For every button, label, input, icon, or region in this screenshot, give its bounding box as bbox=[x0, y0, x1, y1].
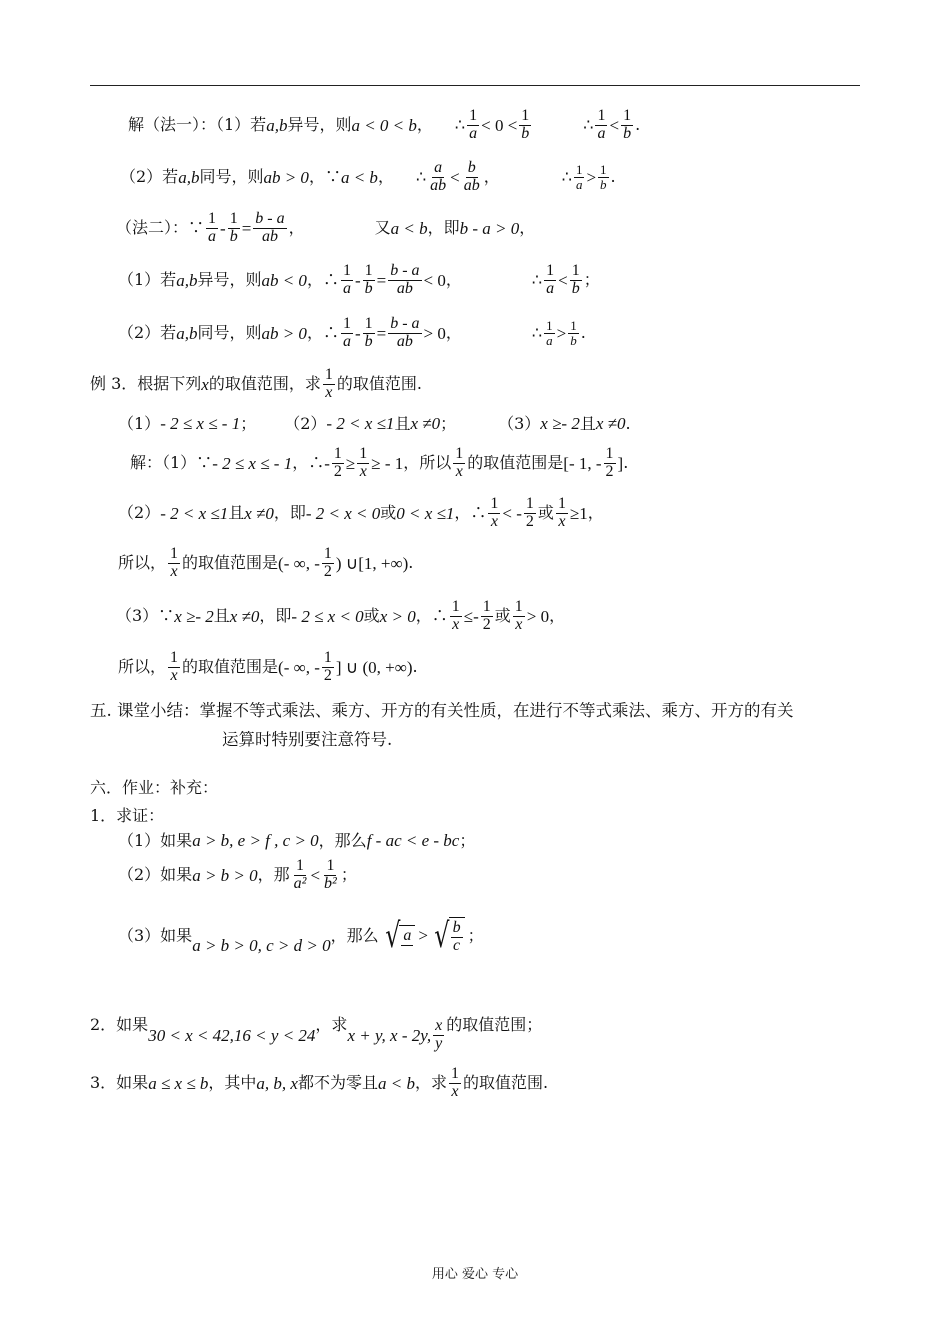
homework-1-part-1 bbox=[118, 832, 475, 849]
math: a > b, e > f , c > 0 bbox=[192, 831, 319, 850]
fraction: $\frac{1}{b}$ bbox=[364, 262, 373, 297]
example-3-title bbox=[90, 367, 422, 402]
text: . bbox=[623, 453, 629, 473]
math: x ≠0 bbox=[410, 414, 441, 433]
math: ≥ bbox=[345, 453, 356, 473]
fraction: $\frac{1}{x}$ bbox=[557, 495, 566, 530]
text: 的取值范围，求 bbox=[208, 374, 321, 394]
text: ，∴ bbox=[292, 453, 325, 473]
solution-method1-line1 bbox=[128, 108, 640, 143]
text: （2）如果 bbox=[118, 865, 193, 885]
text: ，求 bbox=[414, 1073, 447, 1093]
fraction: 1 x bbox=[450, 1065, 459, 1100]
fraction: 1 x bbox=[514, 598, 523, 633]
text: （3）如果 bbox=[118, 925, 193, 945]
homework-3 bbox=[90, 1066, 548, 1101]
math: ab > 0 bbox=[263, 167, 309, 187]
math: < 0 bbox=[423, 270, 446, 290]
text: ，求 bbox=[315, 1015, 348, 1035]
fraction: 1 b bbox=[521, 107, 530, 142]
math: a ≤ x ≤ b bbox=[148, 1073, 209, 1093]
text: ， bbox=[587, 503, 604, 523]
text: 异号，则 bbox=[197, 270, 262, 290]
fraction: 1 b bbox=[600, 162, 607, 192]
fraction: 1 2 bbox=[323, 545, 332, 580]
math: = bbox=[376, 270, 387, 290]
text: ，∴ bbox=[454, 503, 487, 523]
text: ； bbox=[240, 413, 257, 433]
text: 或 bbox=[363, 606, 380, 626]
example-3-cases bbox=[118, 415, 631, 432]
homework-2 bbox=[90, 998, 542, 1053]
text: ，那么 bbox=[330, 925, 379, 945]
fraction: $\frac{1}{b}$ bbox=[364, 315, 373, 350]
text: 的取值范围. bbox=[336, 374, 422, 394]
math: - bbox=[324, 453, 330, 473]
math: 30 < x < 42,16 < y < 24 bbox=[148, 1025, 316, 1045]
text: 1．求证： bbox=[90, 806, 165, 825]
text: 五. 课堂小结：掌握不等式乘法、乘方、开方的有关性质，在进行不等式乘法、乘方、开方的有关 bbox=[90, 701, 794, 720]
fraction: 1 x bbox=[455, 445, 464, 480]
math: x + y, x - 2y, bbox=[347, 1025, 432, 1045]
math: - 2 < x ≤1 bbox=[160, 503, 229, 523]
fraction: 1 2 bbox=[323, 649, 332, 684]
math: < bbox=[450, 167, 460, 187]
math: - 2 < x < 0 bbox=[305, 503, 381, 523]
math: - bbox=[354, 270, 361, 290]
fraction: 1 a bbox=[546, 262, 555, 297]
text: ， bbox=[519, 218, 536, 238]
fraction: x y bbox=[435, 1017, 443, 1052]
math: = bbox=[241, 218, 252, 238]
fraction: $\frac{1}{b}$ bbox=[229, 210, 238, 245]
example-3-solution-2 bbox=[118, 496, 604, 531]
text: ； bbox=[440, 413, 457, 433]
fraction: 1 a bbox=[208, 210, 217, 245]
text: ， bbox=[377, 167, 394, 187]
text: ，即 bbox=[273, 503, 306, 523]
text: 且 bbox=[213, 606, 230, 626]
text: 例 3．根据下列 bbox=[90, 374, 202, 394]
text: 3．如果 bbox=[90, 1073, 149, 1093]
fraction: 1 2 bbox=[482, 598, 491, 633]
text: . bbox=[412, 657, 418, 677]
example-3-solution-1 bbox=[130, 446, 628, 481]
math: a < b bbox=[390, 218, 428, 238]
text: 的取值范围是 bbox=[467, 453, 564, 473]
text: （3）∵ bbox=[116, 606, 175, 626]
fraction: 1 x bbox=[170, 649, 179, 684]
math: a,b bbox=[266, 115, 288, 135]
fraction: 1 b bbox=[571, 262, 580, 297]
fraction: $\frac{b - a}{ab}$ bbox=[390, 262, 420, 297]
text: 或 bbox=[537, 503, 554, 523]
therefore-symbol: ∴ bbox=[561, 167, 572, 187]
fraction: 1 b² bbox=[324, 857, 337, 892]
text: （3） bbox=[498, 413, 541, 433]
text: 的取值范围是 bbox=[182, 553, 279, 573]
math: > bbox=[556, 323, 567, 343]
text: 且 bbox=[394, 413, 411, 433]
math: x ≠0 bbox=[595, 414, 626, 433]
math: ≤- bbox=[463, 606, 479, 626]
text: ， bbox=[445, 270, 462, 290]
math: > 0 bbox=[526, 606, 550, 626]
square-root: √ a bbox=[382, 919, 416, 953]
math: < 0 < bbox=[481, 115, 518, 135]
text: 解（法一）：（1）若 bbox=[128, 115, 267, 135]
example-3-solution-3-result bbox=[118, 650, 418, 685]
therefore-symbol: ∴ bbox=[415, 167, 427, 187]
math: a > b > 0 bbox=[192, 865, 258, 885]
math: a,b bbox=[178, 167, 200, 187]
fraction: 1 b bbox=[623, 107, 632, 142]
text: 解：（1）∵ bbox=[130, 453, 213, 473]
homework-1-part-2 bbox=[118, 858, 357, 893]
text: 的取值范围； bbox=[446, 1015, 543, 1035]
text: ，即 bbox=[427, 218, 460, 238]
text: ； bbox=[467, 925, 484, 945]
fraction: 1 b bbox=[570, 318, 577, 348]
section-6-title bbox=[90, 780, 218, 796]
math: ] bbox=[617, 453, 624, 473]
text: ； bbox=[583, 270, 600, 290]
solution-method2-line2 bbox=[118, 263, 600, 298]
text: ； bbox=[340, 865, 357, 885]
math: x > 0 bbox=[379, 606, 416, 626]
text: 异号，则 bbox=[287, 115, 352, 135]
math: ) ∪[1, +∞) bbox=[335, 553, 409, 573]
solution-method2-line3 bbox=[118, 316, 586, 351]
math: < - bbox=[502, 503, 522, 523]
text: 的取值范围是 bbox=[182, 657, 279, 677]
math: < bbox=[310, 865, 321, 885]
text: . bbox=[408, 553, 414, 573]
text: ，∴ bbox=[415, 606, 448, 626]
text: （1）若 bbox=[118, 270, 177, 290]
math: ≥1 bbox=[569, 503, 588, 523]
fraction: $\frac{1}{x}$ bbox=[359, 445, 368, 480]
fraction: $\frac{1}{x}$ bbox=[451, 598, 460, 633]
therefore-symbol: ∴ bbox=[531, 323, 543, 343]
text: ， bbox=[483, 167, 500, 187]
therefore-symbol: ∴ bbox=[531, 270, 543, 290]
text: 都不为零且 bbox=[297, 1073, 378, 1093]
math: 0 < x ≤1 bbox=[396, 503, 455, 523]
text: 又 bbox=[374, 218, 391, 238]
therefore-symbol: ∴ bbox=[454, 115, 466, 135]
text: 或 bbox=[494, 606, 511, 626]
math: x ≠0 bbox=[244, 503, 274, 523]
math: > bbox=[586, 167, 597, 187]
math: - bbox=[354, 323, 361, 343]
text: （2） bbox=[284, 413, 327, 433]
section-5-summary-cont bbox=[222, 732, 392, 749]
fraction: 1 a bbox=[597, 107, 606, 142]
text: （1）如果 bbox=[118, 830, 193, 850]
math: a < b bbox=[340, 167, 378, 187]
math: - bbox=[220, 218, 226, 238]
text: 同号，则 bbox=[199, 167, 264, 187]
text: ，即 bbox=[259, 606, 292, 626]
math: - 2 ≤ x ≤ - 1 bbox=[212, 453, 293, 473]
fraction: 1 a bbox=[546, 318, 553, 348]
text: 所以， bbox=[118, 657, 167, 677]
homework-1 bbox=[90, 808, 164, 824]
page-footer: 用心 爱心 专心 bbox=[431, 1267, 519, 1282]
text: ，那 bbox=[257, 865, 290, 885]
fraction: 1 2 bbox=[605, 445, 614, 480]
text: . bbox=[625, 413, 631, 433]
text: 且 bbox=[579, 413, 596, 433]
math: x ≥- 2 bbox=[174, 606, 214, 626]
fraction: 1 2 bbox=[525, 495, 534, 530]
text: . bbox=[610, 167, 616, 187]
text: ，∵ bbox=[308, 167, 341, 187]
fraction: $\frac{1}{2}$ bbox=[333, 445, 342, 480]
text: ， bbox=[416, 115, 433, 135]
math: a, b, x bbox=[256, 1073, 298, 1093]
math: - 2 ≤ x < 0 bbox=[291, 606, 364, 626]
math: ] ∪ (0, +∞) bbox=[335, 657, 413, 677]
text: . bbox=[635, 115, 641, 135]
therefore-symbol: ∴ bbox=[583, 115, 594, 135]
text: ，那么 bbox=[318, 830, 367, 850]
text: ，∴ bbox=[306, 270, 339, 290]
fraction: 1 x bbox=[170, 545, 179, 580]
fraction: $\frac{b - a}{ab}$ bbox=[255, 210, 285, 245]
math: a > b > 0, c > d > 0 bbox=[192, 936, 331, 956]
text: 且 bbox=[228, 503, 245, 523]
fraction: 1 a bbox=[575, 162, 583, 192]
math: a,b bbox=[176, 270, 198, 290]
solution-method1-line2 bbox=[120, 160, 616, 195]
fraction: $\frac{b - a}{ab}$ bbox=[390, 315, 420, 350]
fraction: 1 x bbox=[490, 495, 499, 530]
fraction: 1 a² bbox=[293, 857, 307, 892]
math: a < 0 < b bbox=[351, 115, 417, 135]
fraction: a ab bbox=[430, 159, 447, 194]
text: 同号，则 bbox=[197, 323, 262, 343]
math: x bbox=[201, 374, 209, 394]
square-root: √ $\frac{b}{c}$ bbox=[431, 917, 465, 955]
math: = bbox=[376, 323, 387, 343]
text: （2） bbox=[118, 503, 161, 523]
math: x ≥- 2 bbox=[540, 414, 580, 433]
solution-method2-line1 bbox=[116, 211, 535, 246]
text: 六．作业：补充： bbox=[90, 778, 219, 797]
text: 2．如果 bbox=[90, 1015, 149, 1035]
math: ≥ - 1 bbox=[371, 453, 404, 473]
text: （法二）：∵ bbox=[116, 218, 205, 238]
math: < bbox=[558, 270, 568, 290]
text: 或 bbox=[380, 503, 397, 523]
text: ； bbox=[459, 830, 476, 850]
math: > bbox=[418, 926, 428, 946]
text: ， bbox=[549, 606, 566, 626]
math: x ≠0 bbox=[229, 606, 260, 626]
math: (- ∞, - bbox=[278, 657, 320, 677]
math: f - ac < e - bc bbox=[366, 831, 460, 850]
text: 运算时特别要注意符号. bbox=[222, 730, 393, 749]
text: 的取值范围. bbox=[462, 1073, 549, 1093]
math: a,b bbox=[176, 323, 198, 343]
math: [- 1, - bbox=[563, 453, 602, 473]
math: > 0 bbox=[423, 323, 446, 343]
text: 所以， bbox=[118, 553, 167, 573]
math: b - a > 0 bbox=[459, 218, 520, 238]
fraction: 1 a bbox=[342, 262, 351, 297]
math: ab < 0 bbox=[261, 270, 307, 290]
text: （1） bbox=[118, 413, 161, 433]
math: (- ∞, - bbox=[278, 553, 320, 573]
text: . bbox=[580, 323, 586, 343]
math: - 2 < x ≤1 bbox=[326, 414, 395, 433]
fraction: 1 a bbox=[342, 315, 351, 350]
math: - 2 ≤ x ≤ - 1 bbox=[160, 414, 241, 433]
example-3-solution-2-result bbox=[118, 546, 413, 581]
math: ab > 0 bbox=[261, 323, 307, 343]
text: ， bbox=[288, 218, 305, 238]
math: < bbox=[609, 115, 620, 135]
text: （2）若 bbox=[120, 167, 179, 187]
text: ，其中 bbox=[208, 1073, 257, 1093]
fraction: b ab bbox=[463, 159, 480, 194]
text: ，所以 bbox=[403, 453, 452, 473]
text: （2）若 bbox=[118, 323, 177, 343]
fraction: 1 a bbox=[469, 107, 478, 142]
homework-1-part-3 bbox=[118, 917, 484, 955]
section-5-summary bbox=[90, 703, 794, 720]
header-rule bbox=[90, 85, 860, 86]
example-3-solution-3 bbox=[116, 599, 565, 634]
math: a < b bbox=[377, 1073, 415, 1093]
text: ， bbox=[445, 323, 462, 343]
text: ，∴ bbox=[306, 323, 339, 343]
fraction: 1 x bbox=[324, 366, 333, 401]
